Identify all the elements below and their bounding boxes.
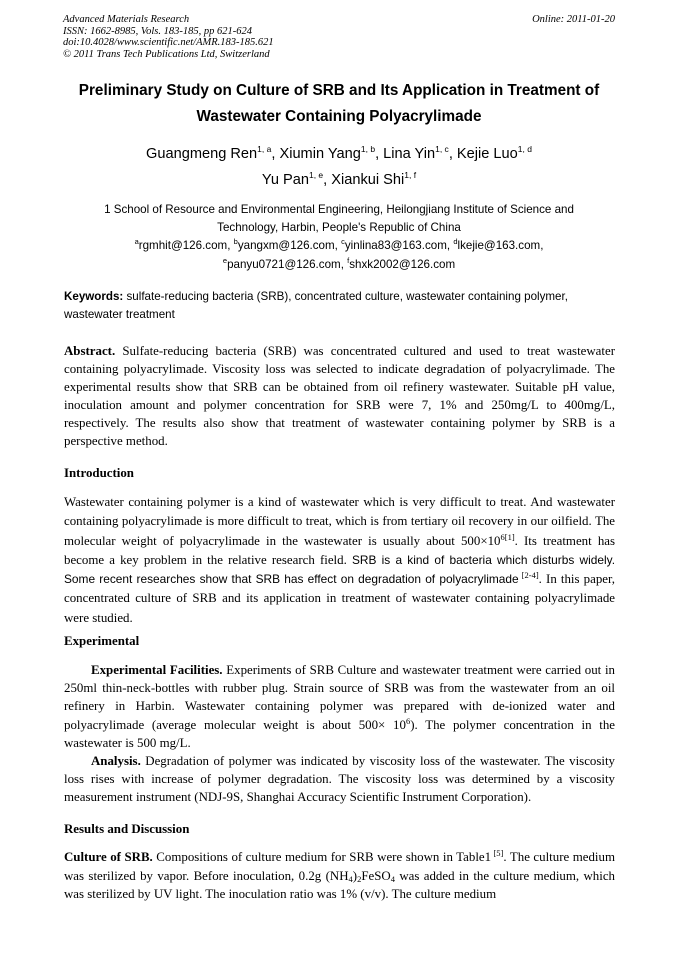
email-separator: , [227,239,234,253]
email-address[interactable]: yangxm@126.com [237,239,335,253]
intro-text-1: Wastewater containing polymer is a kind of wastewater which is very difficult to treat. And wastewater containing polyacrylimade is more difficult to treat, which is from tertiary oil recovery in our oilfield. The molecular weight of polyacrylimade in the wastewater is usually about 500×10 [64,495,615,548]
analysis-paragraph [64,752,615,807]
author-affiliation-mark: 1, e [308,170,324,180]
intro-citation-1[interactable]: [1] [504,531,515,542]
email-separator: , [340,257,348,271]
email-address[interactable]: shxk2002@126.com [349,257,456,271]
culture-label: Culture of SRB. [64,850,153,864]
email-separator: , [334,239,342,253]
intro-exponent: 6 [500,531,505,542]
analysis-text: Degradation of polymer was indicated by viscosity loss of the wastewater. The viscosity loss rises with increase of polymer degradation. The viscosity loss was determined by a viscosity measurement instrument (NDJ-9S, Shanghai Accuracy Scientific Instrument Corporation). [64,754,615,805]
keywords-label: Keywords: [64,290,124,303]
results-text-2: . The culture medium was sterilized by vapor. Before inoculation, 0.2g (NH [64,850,615,883]
email-line-2 [40,256,638,274]
affiliation-line-1: 1 School of Resource and Environmental Engineering, Heilongjiang Institute of Science and [104,203,574,216]
author-separator: , [271,146,280,162]
author-name: Guangmeng Ren [146,146,258,162]
author-line-1 [40,141,638,167]
results-paragraph [64,848,615,904]
email-mark: b [233,237,238,247]
results-text-4: FeSO [361,868,391,883]
issn-line: ISSN: 1662-8985, Vols. 183-185, pp 621-624 [63,25,252,37]
author-separator: , [448,146,457,162]
formula-subscript: 4 [348,873,353,884]
paper-title [40,78,638,130]
author-list [40,141,638,193]
author-affiliation-mark: 1, f [404,170,417,180]
affiliation-line-2: Technology, Harbin, People's Republic of China [217,221,461,235]
email-line-1 [40,237,638,255]
results-text-3: ) [352,868,358,883]
copyright-line: © 2011 Trans Tech Publications Ltd, Switzerland [63,48,270,60]
email-address[interactable]: yinlina83@163.com [344,239,447,253]
abstract-text: Sulfate-reducing bacteria (SRB) was concentrated cultured and used to treat wastewater containing polyacrylimade. Viscosity loss was selected to indicate degradation of polyacrylimade. The experimental results show that SRB can be obtained from oil refinery wastewater. Suitable pH value, inoculation amount and polymer concentration for SRB were 7, 1% and 250mg/L to 400mg/L, respectively. The results also show that treatment of wastewater containing polymer by SRB is a perspective method. [64,344,615,449]
abstract-block [64,342,615,451]
author-name: Yu Pan [261,172,309,188]
email-address[interactable]: rgmhit@126.com [138,239,228,253]
email-mark: a [134,237,139,247]
abstract-label: Abstract. [64,344,116,358]
journal-name: Advanced Materials Research [63,14,190,25]
email-address[interactable]: panyu0721@126.com [227,257,341,271]
facilities-text-end: ). The polymer concentration in the wastewater is 500 mg/L. [64,717,615,750]
email-mark: f [347,255,350,265]
introduction-paragraph [64,493,615,628]
affiliation-block [40,201,638,274]
author-affiliation-mark: 1, b [360,144,376,154]
formula-subscript: 4 [390,873,395,884]
results-text-5: was added in the culture medium, which was sterilized by UV light. The inoculation ratio was 1% (v/v). The culture medium [64,868,615,901]
author-name: Xiankui Shi [331,172,405,188]
author-affiliation-mark: 1, a [257,144,272,154]
author-separator: , [375,146,384,162]
doi-line[interactable]: doi:10.4028/www.scientific.net/AMR.183-185.621 [63,37,274,49]
intro-text-4: . In this paper, concentrated culture of SRB and its application in treatment of wastewater containing polyacrylimade were studied. [64,572,615,625]
email-separator: , [540,239,544,253]
facilities-text: Experiments of SRB Culture and wastewater treatment were carried out in 250ml thin-neck-bottles with rubber plug. Strain source of SRB was from the wastewater from an oil refinery in Harbin. Wastewater containing polymer was prepared with de-ionized water and polyacrylimade (average molecular weight is about 500× 10 [64,663,615,732]
author-separator: , [323,172,332,188]
experimental-facilities-paragraph [64,661,615,752]
journal-header [63,14,274,60]
intro-text-2: . Its treatment has become a key problem in the relative research field. [64,533,616,567]
title-line-2: Wastewater Containing Polyacrylimade [196,108,482,125]
introduction-heading: Introduction [64,466,134,480]
author-name: Kejie Luo [456,146,518,162]
intro-citation-2[interactable]: [2-4] [518,570,539,581]
keywords-text: sulfate-reducing bacteria (SRB), concentrated culture, wastewater containing polymer, wastewater treatment [64,290,568,321]
facilities-label: Experimental Facilities. [91,663,223,677]
intro-text-3: SRB is a kind of bacteria which disturbs widely. Some recent researches show that SRB has effect on degradation of polyacrylimade [64,552,616,587]
author-name: Lina Yin [383,146,436,162]
results-citation[interactable]: [5] [491,848,504,858]
results-text-1: Compositions of culture medium for SRB were shown in Table1 [152,850,492,864]
author-name: Xiumin Yang [279,146,361,162]
author-line-2 [40,167,638,193]
online-date: Online: 2011-01-20 [532,14,615,25]
author-affiliation-mark: 1, d [517,144,532,154]
experimental-heading: Experimental [64,634,140,648]
results-heading: Results and Discussion [64,822,190,836]
email-mark: d [453,237,458,247]
email-separator: , [446,239,454,253]
author-affiliation-mark: 1, c [435,144,449,154]
facilities-exponent: 6 [405,715,411,726]
experimental-section [64,661,615,807]
keywords-block [64,288,615,324]
email-mark: c [341,237,345,247]
formula-subscript: 2 [357,873,362,884]
email-address[interactable]: lkejie@163.com [457,239,541,253]
email-mark: e [222,255,228,265]
title-line-1: Preliminary Study on Culture of SRB and Its Application in Treatment of [78,82,600,99]
analysis-label: Analysis. [91,754,141,769]
